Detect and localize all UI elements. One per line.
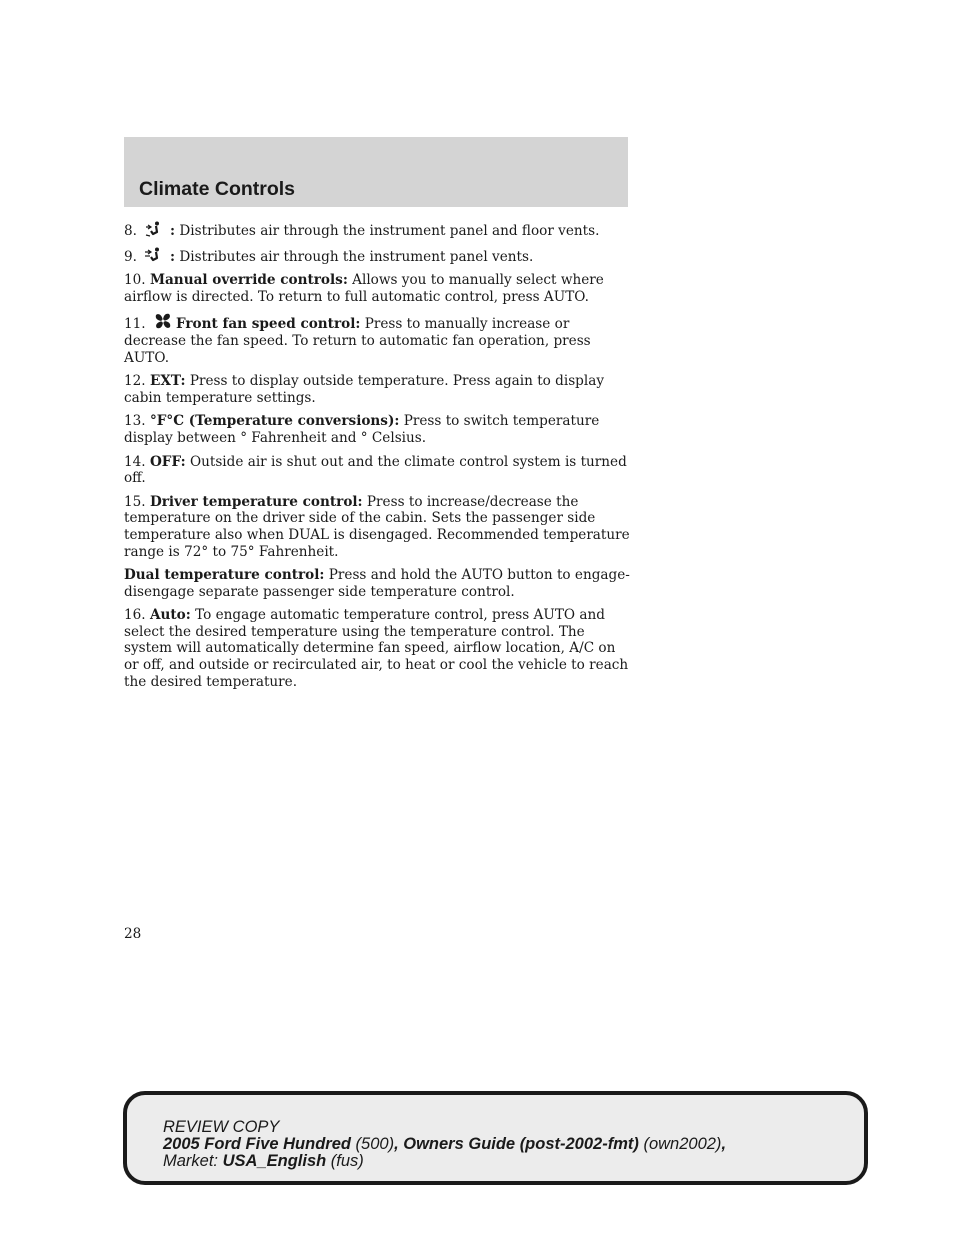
item-label: OFF: [149,453,186,470]
item-9 [124,247,630,266]
item-text: Distributes air through the instrument panel and floor vents. [175,223,600,239]
item-11 [124,312,630,366]
item-label: Manual override controls: [149,272,348,289]
market-code: (fus) [326,1152,364,1170]
item-13 [124,413,630,446]
item-12 [124,373,630,406]
item-text: Distributes air through the instrument panel vents. [175,248,534,265]
guide-code: (own2002) [638,1135,722,1153]
item-label: Front fan speed control: [175,316,361,333]
document-info [163,1136,726,1153]
review-copy-box [123,1091,868,1185]
separator: , [394,1135,404,1153]
review-copy-label: REVIEW COPY [163,1118,280,1136]
item-text: Allows you to manually select where airflow is directed. To return to full automatic control, press AUTO. [124,272,604,305]
section-header-band [124,137,628,207]
item-8 [124,221,630,240]
panel-vent-icon [145,247,161,263]
item-number: 11. [124,316,146,333]
item-text: Press to manually increase or decrease the fan speed. To return to automatic fan operation, press AUTO. [124,316,591,366]
section-title: Climate Controls [139,178,296,200]
market-info [163,1153,726,1170]
item-colon: : [165,248,176,265]
item-label: Auto: [149,607,191,624]
dual-temperature-note [124,567,630,600]
review-copy-text [163,1119,726,1170]
content-body [124,221,630,697]
item-label: EXT: [149,373,186,390]
item-text: Press to increase/decrease the temperature on the driver side of the cabin. Sets the passenger side temperature also when DUAL is disengaged. Recommended temperature range is 72° to 75° Fahrenheit. [124,493,630,560]
item-label: °F°C (Temperature conversions): [149,413,400,430]
item-label: Dual temperature control: [124,567,325,584]
item-number: 10. [124,272,146,289]
fan-icon [154,312,172,330]
item-number: 15. [124,493,146,510]
item-number: 9. [124,248,137,265]
separator: , [721,1135,727,1153]
item-number: 16. [124,607,146,624]
item-text: To engage automatic temperature control, press AUTO and select the desired temperature using the temperature control. The system will automatically determine fan speed, airflow location, A/C on or off, and outside or recirculated air, to heat or cool the vehicle to reach the desired temperature. [124,607,629,690]
item-text: Press to switch temperature display between ° Fahrenheit and ° Celsius. [124,413,600,446]
item-text: Press and hold the AUTO button to engage-disengage separate passenger side temperature control. [124,567,630,600]
item-number: 14. [124,453,146,470]
item-number: 12. [124,373,146,390]
item-colon: : [165,223,176,239]
item-15 [124,494,630,560]
item-number: 8. [124,223,137,239]
panel-floor-vent-icon [145,221,161,237]
item-text: Outside air is shut out and the climate control system is turned off. [124,453,627,487]
market-name: USA_English [222,1152,327,1170]
item-label: Driver temperature control: [149,493,363,510]
page-number: 28 [124,926,142,942]
item-10 [124,272,630,305]
market-label: Market: [163,1152,223,1170]
item-16 [124,607,630,690]
item-number: 13. [124,413,146,430]
item-text: Press to display outside temperature. Press again to display cabin temperature settings. [124,373,605,406]
model-code: (500) [350,1135,395,1153]
guide-name: Owners Guide (post-2002-fmt) [403,1135,639,1153]
item-14 [124,454,630,487]
model-name: 2005 Ford Five Hundred [163,1135,351,1153]
